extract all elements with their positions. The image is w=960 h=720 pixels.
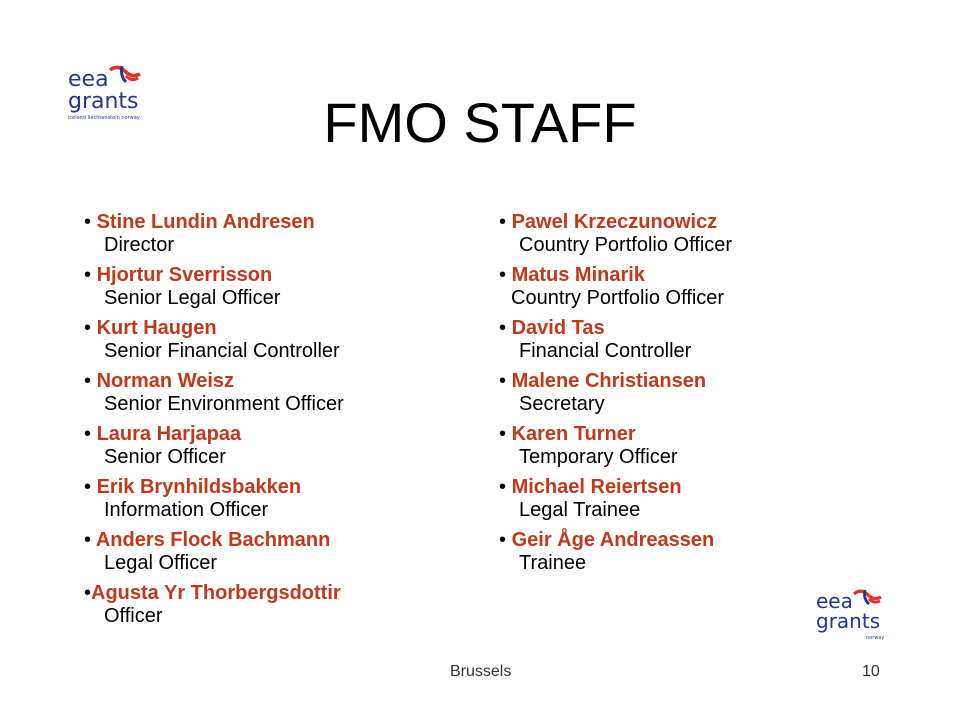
staff-role: Information Officer (104, 499, 269, 521)
staff-role: Secretary (519, 393, 605, 415)
staff-entry (84, 317, 444, 363)
logo-eea-text: eea (816, 589, 853, 613)
staff-name: Pawel Krzeczunowicz (511, 211, 718, 233)
logo-tagline-text: norway (866, 635, 885, 641)
logo-swirl-icon (854, 590, 881, 604)
staff-entry (84, 476, 444, 522)
staff-role: Senior Financial Controller (104, 340, 340, 362)
staff-entry (499, 264, 899, 310)
bullet-icon: • (499, 423, 507, 445)
staff-entry (84, 529, 444, 575)
staff-name: Stine Lundin Andresen (96, 211, 315, 233)
staff-role: Financial Controller (519, 340, 692, 362)
bullet-icon: • (499, 370, 507, 392)
bullet-icon: • (499, 317, 507, 339)
page-title: FMO STAFF (323, 91, 637, 154)
staff-entry (84, 582, 444, 628)
staff-entry (499, 317, 899, 363)
staff-entry (499, 211, 899, 257)
staff-name: Kurt Haugen (96, 317, 217, 339)
bullet-icon: • (84, 370, 92, 392)
staff-name: Norman Weisz (96, 370, 235, 392)
bullet-icon: • (84, 582, 92, 604)
staff-name: Karen Turner (511, 423, 636, 445)
staff-entry (84, 423, 444, 469)
staff-entry (84, 264, 444, 310)
bullet-icon: • (84, 317, 92, 339)
logo-eea-text: eea (68, 67, 109, 92)
logo-grants-text: grants (68, 89, 139, 114)
staff-entry (499, 423, 899, 469)
staff-name: Hjortur Sverrisson (96, 264, 273, 286)
staff-name: Erik Brynhildsbakken (96, 476, 302, 498)
staff-role: Senior Officer (104, 446, 226, 468)
page-number: 10 (862, 663, 880, 680)
staff-name: Laura Harjapaa (96, 423, 242, 445)
staff-role: Senior Legal Officer (104, 287, 281, 309)
bullet-icon: • (499, 529, 507, 551)
staff-role: Officer (104, 605, 163, 627)
staff-name: Michael Reiertsen (511, 476, 682, 498)
eea-grants-logo-bottom (814, 586, 894, 644)
staff-list-right (499, 211, 899, 575)
staff-name: Matus Minarik (511, 264, 645, 286)
bullet-icon: • (499, 211, 507, 233)
bullet-icon: • (499, 476, 507, 498)
staff-name: David Tas (511, 317, 605, 339)
staff-name: Malene Christiansen (511, 370, 707, 392)
staff-name: Geir Åge Andreassen (511, 529, 715, 551)
staff-role: Legal Officer (104, 552, 218, 574)
staff-entry (499, 476, 899, 522)
staff-name: Agusta Yr Thorbergsdottir (91, 582, 341, 604)
staff-role: Senior Environment Officer (104, 393, 344, 415)
bullet-icon: • (84, 264, 92, 286)
staff-role: Legal Trainee (519, 499, 641, 521)
staff-name: Anders Flock Bachmann (95, 529, 331, 551)
staff-entry (499, 370, 899, 416)
staff-role: Country Portfolio Officer (519, 234, 733, 256)
staff-list-left (84, 211, 444, 628)
footer-location: Brussels (450, 663, 512, 680)
staff-role: Director (104, 234, 175, 256)
staff-entry (84, 370, 444, 416)
bullet-icon: • (84, 476, 92, 498)
bullet-icon: • (499, 264, 507, 286)
staff-entry (499, 529, 899, 575)
logo-grants-text: grants (816, 609, 881, 633)
staff-role: Trainee (519, 552, 587, 574)
bullet-icon: • (84, 529, 92, 551)
bullet-icon: • (84, 211, 92, 233)
staff-role: Temporary Officer (519, 446, 678, 468)
staff-role: Country Portfolio Officer (511, 287, 725, 309)
logo-tagline-text: iceland liechtenstein norway (68, 115, 140, 121)
staff-entry (84, 211, 444, 257)
bullet-icon: • (84, 423, 92, 445)
logo-swirl-icon (110, 66, 140, 82)
